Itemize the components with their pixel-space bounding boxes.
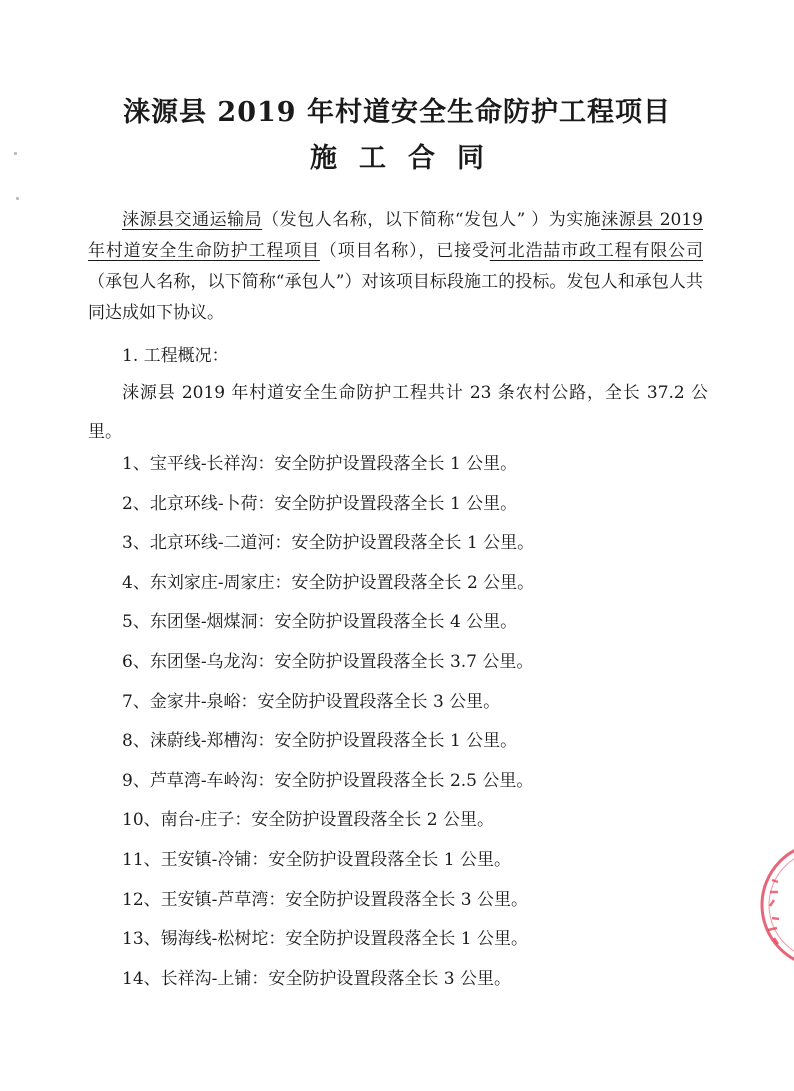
list-item: 9、芦草湾-车岭沟：安全防护设置段落全长 2.5 公里。	[122, 770, 534, 791]
list-item: 12、王安镇-芦草湾：安全防护设置段落全长 3 公里。	[122, 889, 528, 910]
overview-summary-text: 涞源县 2019 年村道安全生命防护工程共计 23 条农村公路，全长 37.2 公里。	[88, 383, 708, 442]
contractor-name: 河北浩喆市政工程有限公司	[489, 241, 704, 261]
list-item: 6、东团堡-乌龙沟：安全防护设置段落全长 3.7 公里。	[122, 651, 534, 672]
list-item: 10、南台-庄子：安全防护设置段落全长 2 公里。	[122, 810, 494, 831]
employer-name: 涞源县交通运输局	[122, 210, 263, 230]
intro-text-1: （发包人名称，以下简称“发包人” ）为实施	[262, 210, 602, 230]
list-item: 7、金家井-泉峪：安全防护设置段落全长 3 公里。	[122, 691, 501, 712]
document-title: 涞源县 2019 年村道安全生命防护工程项目	[123, 97, 671, 128]
intro-text-3: （承包人名称，以下简称“承包人”）对该项目标段施工的投标。发包人和承包人共同达成如下协议。	[88, 272, 703, 323]
list-item: 4、东刘家庄-周家庄：安全防护设置段落全长 2 公里。	[122, 572, 535, 593]
section-heading-overview: 1. 工程概况：	[122, 346, 229, 366]
seal-stamp-fragment	[754, 840, 794, 970]
scan-speck	[16, 197, 19, 200]
seal-icon	[754, 840, 794, 970]
overview-summary	[88, 374, 708, 452]
road-item-list	[122, 453, 534, 1007]
project-name: 涞源县 2019 年村道安全生命防护工程项目	[88, 210, 703, 261]
list-item: 3、北京环线-二道河：安全防护设置段落全长 1 公里。	[122, 533, 535, 554]
list-item: 1、宝平线-长祥沟：安全防护设置段落全长 1 公里。	[122, 454, 518, 474]
intro-paragraph	[88, 205, 703, 329]
list-item: 2、北京环线-卜荷：安全防护设置段落全长 1 公里。	[122, 493, 518, 514]
list-item: 8、涞蔚线-郑槽沟：安全防护设置段落全长 1 公里。	[122, 731, 518, 752]
document-subtitle: 施工合同	[310, 143, 506, 174]
list-item: 11、王安镇-冷铺：安全防护设置段落全长 1 公里。	[122, 849, 511, 870]
list-item: 14、长祥沟-上铺：安全防护设置段落全长 3 公里。	[122, 968, 511, 989]
list-item: 13、锡海线-松树坨：安全防护设置段落全长 1 公里。	[122, 929, 528, 950]
intro-text-2: （项目名称），已接受	[319, 241, 490, 261]
list-item: 5、东团堡-烟煤洞：安全防护设置段落全长 4 公里。	[122, 612, 518, 633]
